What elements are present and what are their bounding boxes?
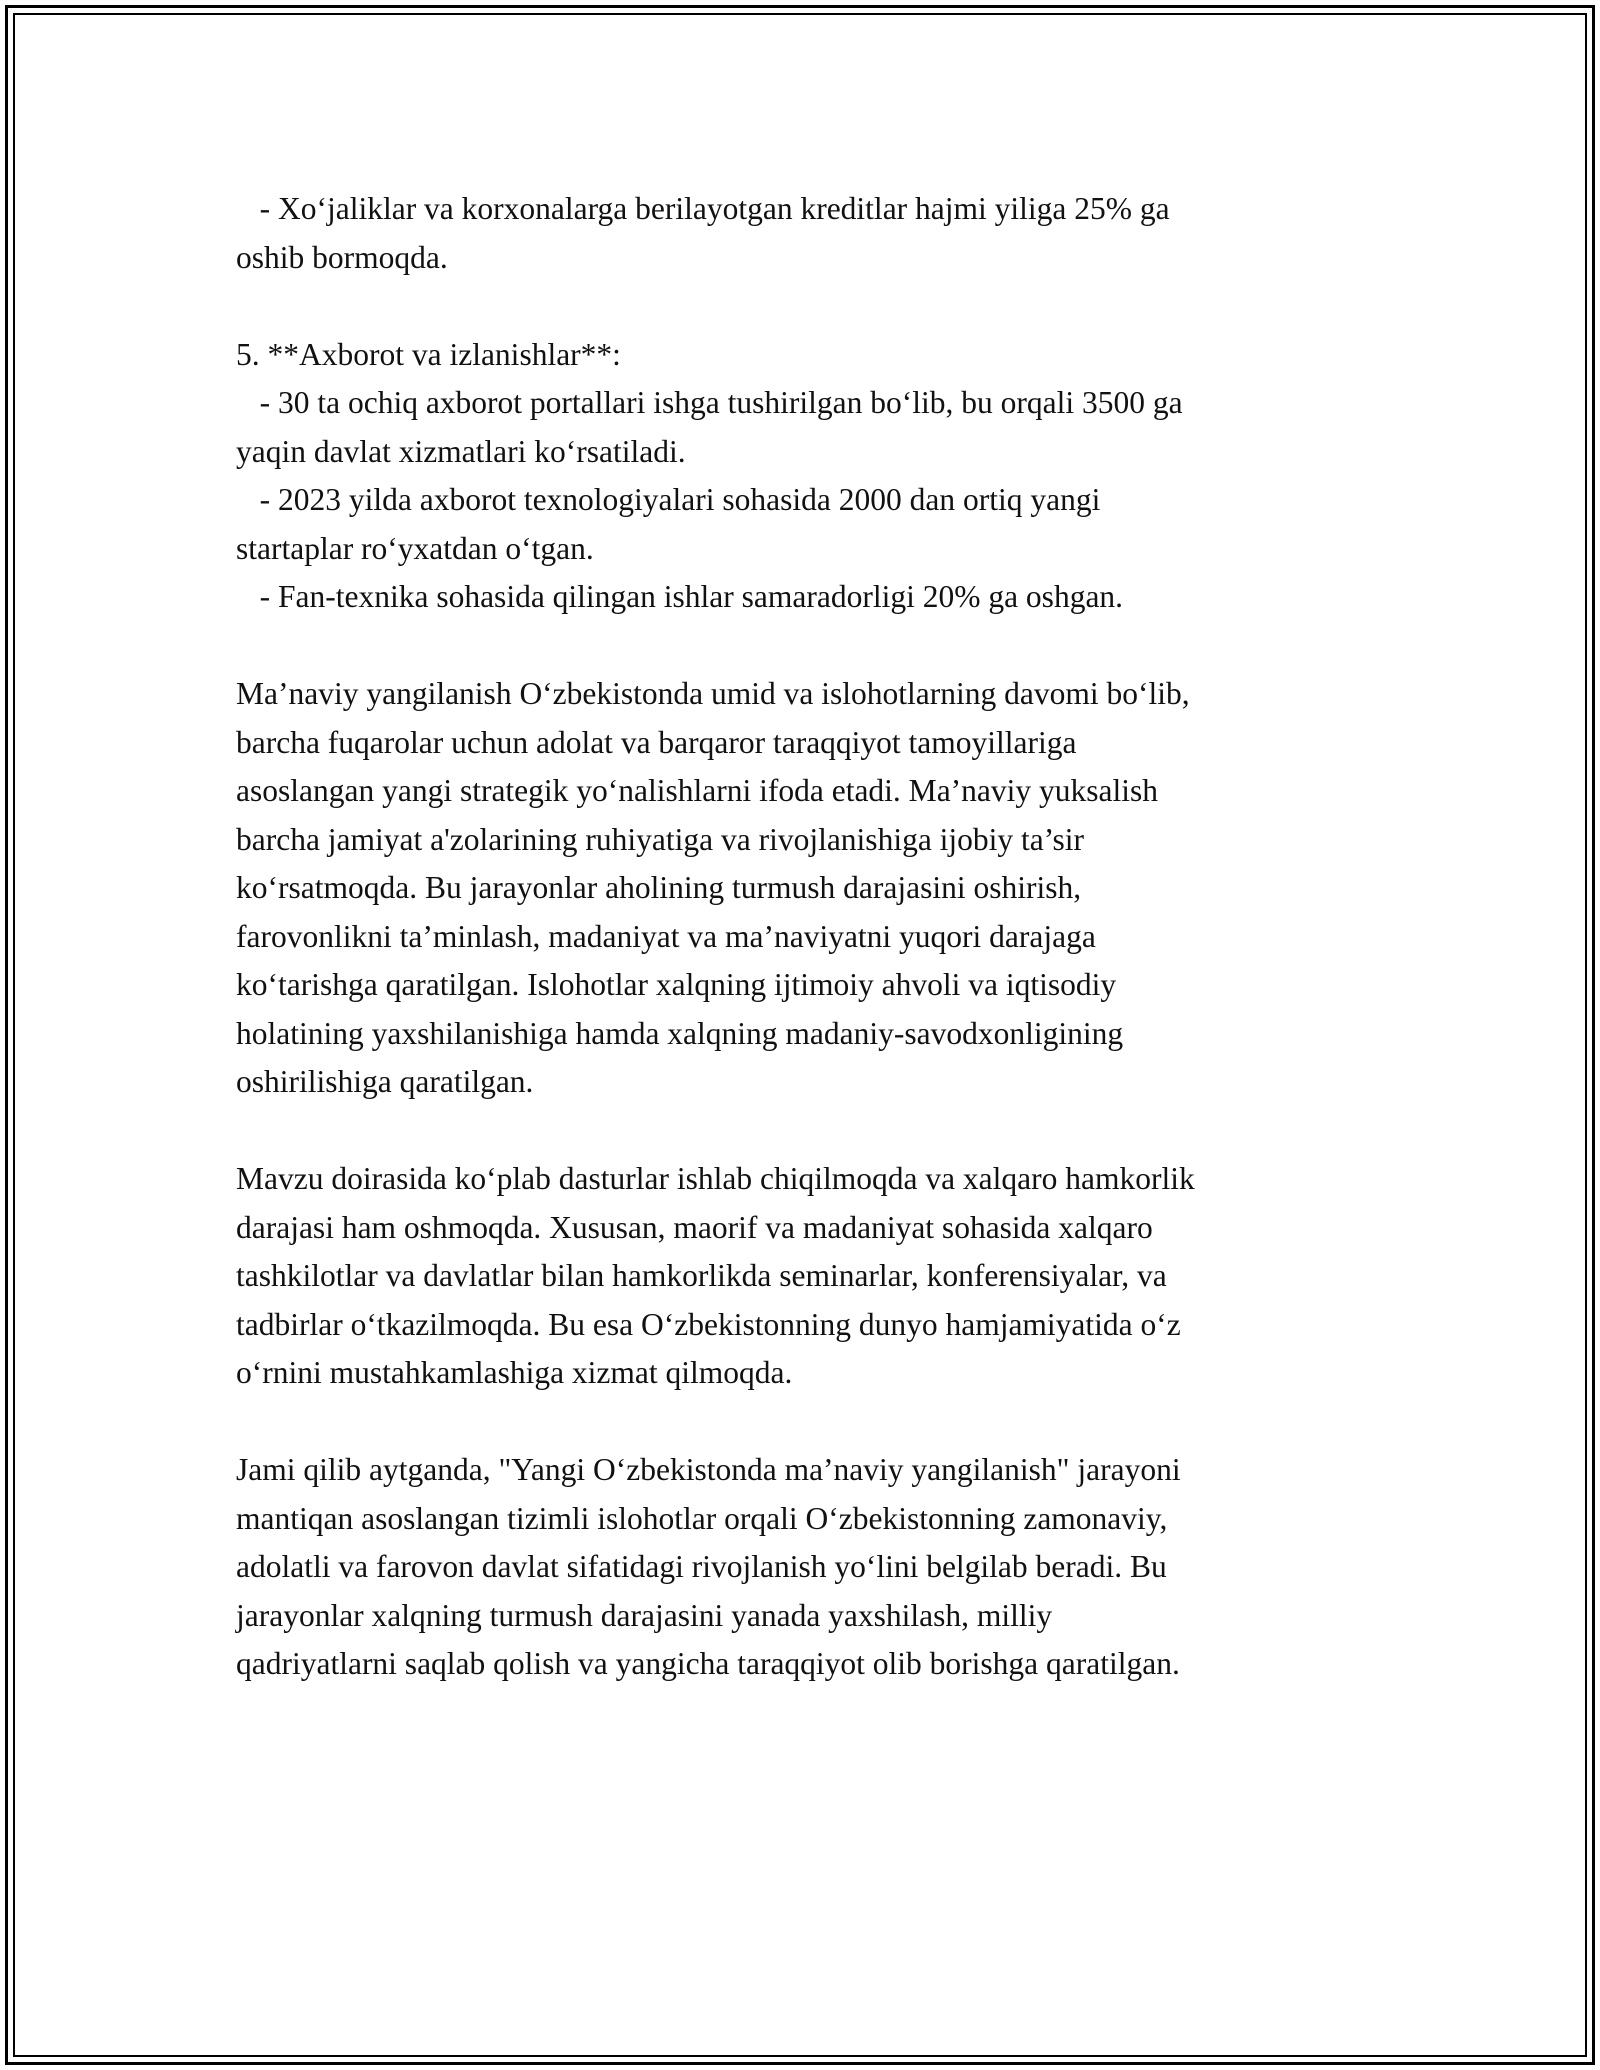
text-line: Ma’naviy yangilanish O‘zbekistonda umid va islohotlarning davomi bo‘lib, — [236, 676, 1190, 711]
text-line: asoslangan yangi strategik yo‘nalishlarni ifoda etadi. Ma’naviy yuksalish — [236, 773, 1159, 808]
section-heading: 5. **Axborot va izlanishlar**: — [236, 336, 621, 372]
paragraph-3 — [236, 1446, 1356, 1689]
spacer — [236, 1398, 1356, 1447]
text-line: oshirilishiga qaratilgan. — [236, 1064, 534, 1099]
text-line: yaqin davlat xizmatlari ko‘rsatiladi. — [236, 433, 686, 469]
text-line: - 30 ta ochiq axborot portallari ishga tushirilgan bo‘lib, bu orqali 3500 ga — [236, 385, 1183, 420]
bullet-item — [236, 379, 1356, 476]
text-line: qadriyatlarni saqlab qolish va yangicha taraqqiyot olib borishga qaratilgan. — [236, 1646, 1180, 1681]
text-line: jarayonlar xalqning turmush darajasini yanada yaxshilash, milliy — [236, 1597, 1053, 1633]
text-line: adolatli va farovon davlat sifatidagi rivojlanish yo‘lini belgilab beradi. Bu — [236, 1549, 1167, 1584]
bullet-item — [236, 476, 1356, 573]
text-line: farovonlikni ta’minlash, madaniyat va ma’naviyatni yuqori darajaga — [236, 918, 1096, 954]
text-line: - Fan-texnika sohasida qilingan ishlar samaradorligi 20% ga oshgan. — [236, 579, 1124, 614]
text-line: darajasi ham oshmoqda. Xususan, maorif va madaniyat sohasida xalqaro — [236, 1209, 1153, 1245]
spacer — [236, 282, 1356, 331]
text-line: tadbirlar o‘tkazilmoqda. Bu esa O‘zbekistonning dunyo hamjamiyatida o‘z — [236, 1306, 1181, 1342]
section-5 — [236, 331, 1356, 622]
text-line: - 2023 yilda axborot texnologiyalari sohasida 2000 dan ortiq yangi — [236, 482, 1101, 517]
spacer — [236, 622, 1356, 671]
text-line: Jami qilib aytganda, "Yangi O‘zbekistonda ma’naviy yangilanish" jarayoni — [236, 1452, 1181, 1487]
text-line: oshib bormoqda. — [236, 239, 448, 275]
bullet-credits — [236, 185, 1356, 282]
text-line: ko‘tarishga qaratilgan. Islohotlar xalqning ijtimoiy ahvoli va iqtisodiy — [236, 967, 1117, 1002]
text-line: ko‘rsatmoqda. Bu jarayonlar aholining turmush darajasini oshirish, — [236, 870, 1082, 905]
paragraph-1 — [236, 670, 1356, 1107]
text-line: barcha fuqarolar uchun adolat va barqaror taraqqiyot tamoyillariga — [236, 724, 1077, 760]
text-line: mantiqan asoslangan tizimli islohotlar orqali O‘zbekistonning zamonaviy, — [236, 1500, 1168, 1536]
document-body — [236, 185, 1356, 1689]
spacer — [236, 1107, 1356, 1156]
text-line: tashkilotlar va davlatlar bilan hamkorlikda seminarlar, konferensiyalar, va — [236, 1258, 1167, 1293]
text-line: startaplar ro‘yxatdan o‘tgan. — [236, 530, 594, 566]
text-line: Mavzu doirasida ko‘plab dasturlar ishlab chiqilmoqda va xalqaro hamkorlik — [236, 1161, 1195, 1196]
text-line: holatining yaxshilanishiga hamda xalqning madaniy-savodxonligining — [236, 1015, 1124, 1051]
paragraph-2 — [236, 1155, 1356, 1398]
text-line: - Xo‘jaliklar va korxonalarga berilayotgan kreditlar hajmi yiliga 25% ga — [236, 191, 1170, 226]
text-line: barcha jamiyat a'zolarining ruhiyatiga va rivojlanishiga ijobiy ta’sir — [236, 821, 1085, 857]
text-line: o‘rnini mustahkamlashiga xizmat qilmoqda. — [236, 1355, 793, 1390]
bullet-item — [236, 573, 1356, 622]
